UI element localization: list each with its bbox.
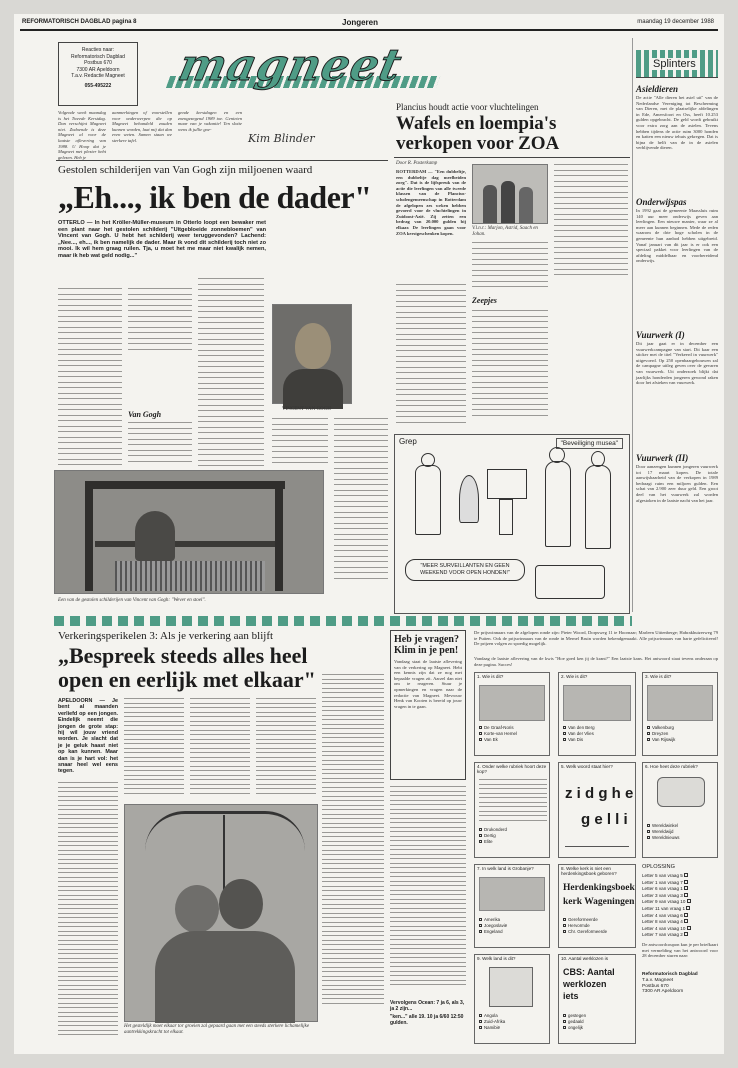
- weaver-photo-caption: Een van de gestolen schilderijen van Vincent van Gogh: "Wever en stoel".: [58, 598, 206, 603]
- q4-option-3[interactable]: Elite: [479, 839, 507, 845]
- q9-option-3[interactable]: Namibië: [479, 1025, 505, 1031]
- vragen-body: Vandaag staat de laatste aflevering van de verkering op Magneet. Hebt een kennis zijn dat ze nog met bepaalde vragen zit. Aarzel dan niet om te reageren. Stuur je opmerkingen en vragen naar de redactie van Magneet. Mevrouw Henk van Kooten is bereid op jouw vragen in te gaan.: [394, 659, 462, 709]
- q9-option-2[interactable]: Zuid-Afrika: [479, 1019, 505, 1025]
- wafels-col2-text-b: [472, 310, 548, 420]
- gogh-col5-text: [334, 418, 388, 578]
- checkbox-icon[interactable]: [563, 738, 566, 741]
- wafels-kicker: Plancius houdt actie voor vluchtelingen: [396, 102, 539, 112]
- oplossing-address-4: 7300 AR Apeldoorn: [642, 989, 684, 995]
- header-rule: [20, 29, 718, 31]
- splinters-body-3: Dit jaar gaat er in december een vuurwerkcampagne van start. Dit kaar een sticker met de titel "Verkeerd in vuurwerk" uitgevoerd. Op 250 openbaargebouwen zal de campagne uitleg geven over de gevaren van vuurwerk. Uit onderzoek blijkt dat jaarlijks honderden jongeren gewond raken door het afsteken van vuurwerk.: [636, 341, 718, 386]
- checkbox-icon[interactable]: [479, 1026, 482, 1029]
- oplossing-row-2[interactable]: Letter 1 van vraag 7: [642, 880, 718, 887]
- quiz-question-2: [558, 672, 636, 756]
- q7-option-3[interactable]: Engeland: [479, 929, 507, 935]
- q2-photo: [563, 685, 631, 721]
- q4-option-1[interactable]: Drukonderd: [479, 827, 507, 833]
- q9-option-1[interactable]: Angola: [479, 1013, 505, 1019]
- oplossing-note: De antwoordcoupon kun je per briefkaart met vermelding van het antwoord voor 28 december sturen naar:: [642, 941, 718, 959]
- splinters-column: [636, 50, 718, 610]
- checkbox-icon[interactable]: [563, 1026, 566, 1029]
- intro-col-2: aanmerkingen of voorstellen voor onderwerpen die op Magneet behandeld zouden kunnen worden, laat mij dat dan even weten. Samen staan we sterkere tafel.: [112, 110, 172, 143]
- checkbox-icon[interactable]: [647, 726, 650, 729]
- gogh-col3-text: [198, 278, 264, 468]
- checkbox-icon[interactable]: [563, 924, 566, 927]
- quiz-question-8: [558, 864, 636, 948]
- q3-option-1[interactable]: Valkenburg: [647, 725, 675, 731]
- reactie-line-1: Reformatorisch Dagblad: [71, 53, 125, 60]
- q8-headline-2: kerk Wageningen: [563, 897, 635, 907]
- q7-photo: [479, 877, 545, 911]
- q2-label: 2. Wie is dit?: [561, 674, 588, 679]
- q1-label: 1. Wie is dit?: [477, 674, 504, 679]
- grep-cartoon: [394, 434, 630, 614]
- checkbox-icon[interactable]: [647, 738, 650, 741]
- checkbox-icon[interactable]: [563, 726, 566, 729]
- splinters-heading-4: Vuurwerk (II): [636, 453, 689, 463]
- q3-option-2[interactable]: Dreyzen: [647, 731, 675, 737]
- oplossing-row-6[interactable]: Letter 11 van vraag 1: [642, 906, 718, 913]
- splinters-divider: [632, 38, 633, 612]
- quiz-question-4: [474, 762, 550, 858]
- q2-option-1[interactable]: Van den Berg: [563, 725, 595, 731]
- quiz-question-1: [474, 672, 550, 756]
- q8-option-3[interactable]: Chr. Gereformeerde: [563, 929, 607, 935]
- q9-map-icon: [489, 967, 533, 1007]
- oplossing-row-1[interactable]: Letter 5 van vraag 5: [642, 873, 718, 880]
- q7-option-2[interactable]: Joegoslavië: [479, 923, 507, 929]
- oplossing-title: OPLOSSING: [642, 864, 675, 870]
- checkbox-icon[interactable]: [479, 828, 482, 831]
- wafels-subhead-zeepjes: Zeepjes: [472, 296, 497, 305]
- q6-globe-icon: [657, 777, 705, 807]
- q5-answer-line[interactable]: [565, 846, 629, 847]
- verkering-lead: APELDOORN — Je bent al maanden verliefd op een jongen. Eindelijk neemt die jongen de grote stap: hij wil jouw vriend worden. Je slacht dat je je geluk haast niet op kan kunnen. Maar dan is je hart vol: het snaar heel wel eens tegen.: [58, 698, 118, 775]
- q10-label: 10. Aantal werklozen is: [561, 956, 608, 961]
- wafels-headline-1: Wafels en loempia's: [396, 113, 557, 134]
- wafels-col2-text-a: [472, 242, 548, 292]
- quiz-question-6: [642, 762, 718, 858]
- gogh-lead: OTTERLO — In het Kröller-Müller-museum in Otterlo loopt een bewaker met een plant naar het gestolen schilderij "Uitgebloeide zonnebloemen" van Vincent van Gogh. U hebt het schilderij weer teruggevonden? Lachend: „Nee..., eh..., ik ben namelijk de dader. Maar ik vond dit schilderij toch niet zo mooi. Ik wil hem graag ruilen. Tja, u moet het me maar niet kwalijk nemen, maar ik heb wat geld nodig...": [58, 220, 266, 259]
- q10-headline-3: iets: [563, 991, 579, 1001]
- q6-option-1[interactable]: Wereldwinkel: [647, 823, 680, 829]
- q8-headline-1: Herdenkingsboek: [563, 883, 635, 893]
- gogh-kicker: Gestolen schilderijen van Van Gogh zijn miljoenen waard: [58, 164, 313, 176]
- oplossing-row-8[interactable]: Letter 8 van vraag 4: [642, 919, 718, 926]
- oplossing-row-7[interactable]: Letter 4 van vraag 6: [642, 913, 718, 920]
- q10-headline-2: werklozen: [563, 979, 607, 989]
- checkbox-icon[interactable]: [647, 824, 650, 827]
- splinters-heading-3: Vuurwerk (I): [636, 330, 685, 340]
- weaver-painting-photo: [54, 470, 324, 594]
- reactie-title: Reacties naar:: [81, 47, 115, 53]
- grep-speech-bubble: "MEER SURVEILLANTEN EN GEEN WEEKEND VOOR OPEN HONDEN!": [405, 559, 525, 581]
- verkering-headline-1: „Bespreek steeds alles heel: [58, 643, 308, 668]
- q3-photo: [647, 685, 713, 721]
- wafels-byline: Door R. Pasterkamp: [396, 161, 438, 166]
- checkbox-icon[interactable]: [647, 732, 650, 735]
- q4-option-2[interactable]: Dertig: [479, 833, 507, 839]
- gogh-subhead: Van Gogh: [128, 410, 162, 419]
- splinters-heading-2: Onderwijspas: [636, 197, 687, 207]
- checkbox-icon[interactable]: [479, 840, 482, 843]
- reactie-line-4: T.a.v. Redactie Magneet: [71, 73, 125, 79]
- quiz-question-10: [558, 954, 636, 1044]
- vragen-continued-text: [390, 786, 466, 996]
- checkbox-icon[interactable]: [479, 930, 482, 933]
- gogh-top-rule: [56, 160, 388, 161]
- quiz-question-5: [558, 762, 636, 858]
- verkering-bericht: Vervolgens Ocean: 7 ja 6, als 3, ja 2 zijn...: [390, 1000, 465, 1012]
- quiz-intro: De prijswinnaars van de afgelopen ronde zijn: Pieter Woord, Dorpsweg 11 te Hoornaar; Marleen Uittenberge; Habrakhuizerweg 79 te Putten. Ook de prijswinnaars van de ronde in Mernel Bruin worden bekendgemaakt. Alle prijswinnaars van harte gefeliciteerd! De prijzen volgen zo spoedig mogelijk.: [474, 630, 718, 647]
- reactie-line-3: 7300 AR Apeldoorn: [76, 66, 120, 73]
- verkering-col4-text: [256, 698, 316, 798]
- quiz-question-9: [474, 954, 550, 1044]
- q8-label: 8. Welke kerk is niet een herdenkingsboek geboren?: [561, 866, 617, 876]
- quiz-question-7: [474, 864, 550, 948]
- q7-label: 7. In welk land is Grobanje?: [477, 866, 534, 871]
- oplossing-address-1: Reformatorisch Dagblad: [642, 971, 698, 977]
- reactie-line-2: Postbus 670: [84, 60, 112, 66]
- q1-option-2[interactable]: Korte-van Hemel: [479, 731, 517, 737]
- verkering-col1-text: [58, 782, 118, 1044]
- checkbox-icon[interactable]: [563, 1020, 566, 1023]
- q2-option-3[interactable]: Van Dis: [563, 737, 595, 743]
- splinters-heading-1: Asieldieren: [636, 84, 678, 94]
- q5-scrambled-word-1: z i d g h e: [565, 785, 634, 802]
- grep-sign: "Beveiliging musea": [556, 438, 623, 449]
- verkering-col2-text: [124, 698, 184, 798]
- verkering-headline-2: open en eerlijk met elkaar": [58, 667, 316, 692]
- checkbox-icon[interactable]: [563, 1014, 566, 1017]
- wafels-photo: [472, 164, 548, 224]
- checkbox-icon[interactable]: [563, 732, 566, 735]
- header-right: maandag 19 december 1988: [637, 19, 714, 25]
- q3-option-3[interactable]: Van Rijswijk: [647, 737, 675, 743]
- vragen-title-2: Klim in je pen!: [394, 645, 459, 656]
- magneet-logo: [154, 42, 474, 100]
- gogh-portrait-caption: VINCENT VAN GOGH: [282, 407, 331, 412]
- reactie-box: [58, 42, 138, 106]
- q5-label: 5. Welk woord staat hier?: [561, 764, 613, 769]
- q10-option-3[interactable]: ongelijk: [563, 1025, 586, 1031]
- oplossing-row-4[interactable]: Letter 3 van vraag 3: [642, 893, 718, 900]
- wafels-col3-text: [554, 164, 628, 282]
- wafels-headline-2: verkopen voor ZOA: [396, 133, 560, 154]
- splinters-title: Splinters: [650, 58, 699, 70]
- oplossing-row-3[interactable]: Letter 6 van vraag 1: [642, 886, 718, 893]
- couple-photo: [124, 804, 318, 1022]
- q6-label: 6. Hoe heet deze rubriek?: [645, 764, 698, 769]
- q9-label: 9. Welk land is dit?: [477, 956, 516, 961]
- splinters-body-2: In 1992 gaat de gemeente Maassluis ruim 140 uur meer onderwijs geven aan leerlingen. Een nieuwe manier, waar ze al meer aan kunnen beginnen. Mede de reden waarom de drie hoge scholen in de gemeente hun aanbod hebben uitgebreid. Vanaf januari van dit jaar is er ook een speciaal pakket voor leerlingen van de afdeling middelbaar en voorbereidend onderwijs.: [636, 208, 718, 264]
- checkbox-icon[interactable]: [479, 1014, 482, 1017]
- grep-title: Grep: [399, 437, 417, 446]
- q10-headline-1: CBS: Aantal: [563, 967, 615, 977]
- q7-option-1[interactable]: Amerika: [479, 917, 507, 923]
- logo-text: magneet: [174, 40, 407, 91]
- gogh-col1-text: [58, 288, 122, 468]
- checkbox-icon[interactable]: [479, 732, 482, 735]
- quiz-question-3: [642, 672, 718, 756]
- quiz-intro-2: Vandaag de laatste aflevering van de kwis "Hoe goed ken jij de krant?" Een laatste kans. Het antwoord staat tevens onderaan op deze pagina. Succes!: [474, 656, 718, 667]
- checkbox-icon[interactable]: [479, 834, 482, 837]
- q3-label: 3. Wie is dit?: [645, 674, 672, 679]
- oplossing-address-3: Postbus 670: [642, 983, 669, 989]
- checkbox-icon[interactable]: [563, 930, 566, 933]
- gogh-portrait: [272, 304, 352, 404]
- q2-option-2[interactable]: Van der Vlies: [563, 731, 595, 737]
- q1-option-1[interactable]: De Graaf-Noris: [479, 725, 517, 731]
- intro-col-3: gende kerstdagen en een zoengezegend 1989 toe. Genieten maar van je vakantie! Ten slotte wens ik jullie goe-: [178, 110, 242, 132]
- vragen-box: [390, 630, 466, 780]
- oplossing-row-5[interactable]: Letter 9 van vraag 10: [642, 899, 718, 906]
- gogh-col2-text-a: [128, 288, 192, 358]
- q1-photo: [479, 685, 545, 721]
- q6-option-2[interactable]: Wereldwijd: [647, 829, 680, 835]
- q10-option-1[interactable]: gestegen: [563, 1013, 586, 1019]
- splinters-banner: [636, 50, 718, 78]
- oplossing-row-9[interactable]: Letter 4 van vraag 10: [642, 926, 718, 933]
- gogh-col2-text-b: [128, 422, 192, 468]
- verkering-col5-text: [322, 674, 384, 1014]
- header-left: REFORMATORISCH DAGBLAD pagina 8: [22, 19, 137, 25]
- wafels-col1-text: [396, 284, 466, 424]
- q10-option-2[interactable]: gedaald: [563, 1019, 586, 1025]
- oplossing-row-10[interactable]: Letter 7 van vraag 2: [642, 932, 718, 939]
- oplossing-address-2: T.a.v. Magneet: [642, 977, 674, 983]
- vragen-title-1: Heb je vragen?: [394, 634, 459, 645]
- gogh-headline: „Eh..., ik ben de dader": [58, 179, 372, 215]
- checkbox-icon[interactable]: [479, 924, 482, 927]
- wafels-photo-caption: V.l.n.r.: Marjon, Astrid, Saach en Johan.: [472, 226, 538, 237]
- checkbox-icon[interactable]: [479, 918, 482, 921]
- intro-col-1: Volgende week maandag is het Tweede Kerstdag. Dan verschijnt Magneet niet. Zodoende is deze Magneet al voor de laatste aflevering van 1988. U Hoop dat je Magneet met plezier hebt gelezen. Heb je: [58, 110, 106, 160]
- wafels-rule: [394, 157, 630, 158]
- splinters-body-1: De actie "Alle dieren het asiel uit" van de Nederlandse Vereniging tot Bescherming van Dieren, met de plaatselijke afdelingen in Ede, Amersfoort en Oss, heeft 10.253 gulden opgebracht. De geld wordt gebruikt voor extra zorg aan de asielen. Tevens hebben tijdens de actie ruim 3000 honden en katten een nieuw tehuis gekregen. Dat is bijna de helft van de in de asielen verblijvende dieren.: [636, 95, 718, 151]
- splinters-body-4: Door aanzengen kunnen jongeren vuurwerk tot 17 maart kopen. De totale aanwijsbaarheid van de verkopen in 1989 bedraagt ruim een miljoen gulden. Een schat van 2.900 zeer duur geld. Een groot deel van het vuurwerk zal worden afgestoken in de laatste nacht van het jaar.: [636, 464, 718, 503]
- checkbox-icon[interactable]: [479, 726, 482, 729]
- q1-option-3[interactable]: Van Ek: [479, 737, 517, 743]
- reactie-phone: 055-495222: [84, 82, 112, 89]
- checkbox-icon[interactable]: [479, 738, 482, 741]
- q8-option-2[interactable]: Hervormde: [563, 923, 607, 929]
- checkbox-icon[interactable]: [647, 836, 650, 839]
- couple-photo-caption: Het gesteldijk moet elkaar tor groeien zal gepaard gaan met een steeds sterkere lichamelijke aantrekkingskracht tot elkaar.: [124, 1024, 310, 1035]
- verkering-col3-text: [190, 698, 250, 798]
- q4-label: 4. Onder welke rubriek hoort deze kop?: [477, 764, 547, 774]
- teal-divider: [54, 616, 632, 626]
- oplossing-panel: [642, 864, 718, 1044]
- verkering-kicker: Verkeringsperikelen 3: Als je verkering aan blijft: [58, 630, 274, 642]
- checkbox-icon[interactable]: [563, 918, 566, 921]
- header-center: Jongeren: [342, 18, 379, 27]
- q4-clipping: [479, 779, 547, 821]
- checkbox-icon[interactable]: [479, 1020, 482, 1023]
- q6-option-3[interactable]: Wereldnieuws: [647, 835, 680, 841]
- q8-option-1[interactable]: Gereformeerde: [563, 917, 607, 923]
- intro-signature: Kim Blinder: [248, 132, 315, 145]
- wafels-lead: ROTTERDAM — "Een dubbeltje, een dubbeltje dag meelbeiden zorg". Dat is de lijfspreuk van de actie die leerlingen van alle tweede klassen van de Plancius-scholengemeenschap in Rotterdam de afgelopen zes weken hebben gevoerd voor de vluchtelingen in Zuidoost-Azië. Zij zetten een bedrag van 20.000 gulden bij elkaar. De leerlingen gaan voor ZOA kerstgeschenken kopen.: [396, 169, 466, 236]
- verkering-ken: "ken..." alle 19. 10 ja 6/60 12:50 gulden.: [390, 1014, 464, 1026]
- checkbox-icon[interactable]: [647, 830, 650, 833]
- newspaper-page: [14, 14, 724, 1054]
- q5-scrambled-word-2: g e l l i: [581, 811, 628, 828]
- gogh-col4-text: [272, 418, 328, 468]
